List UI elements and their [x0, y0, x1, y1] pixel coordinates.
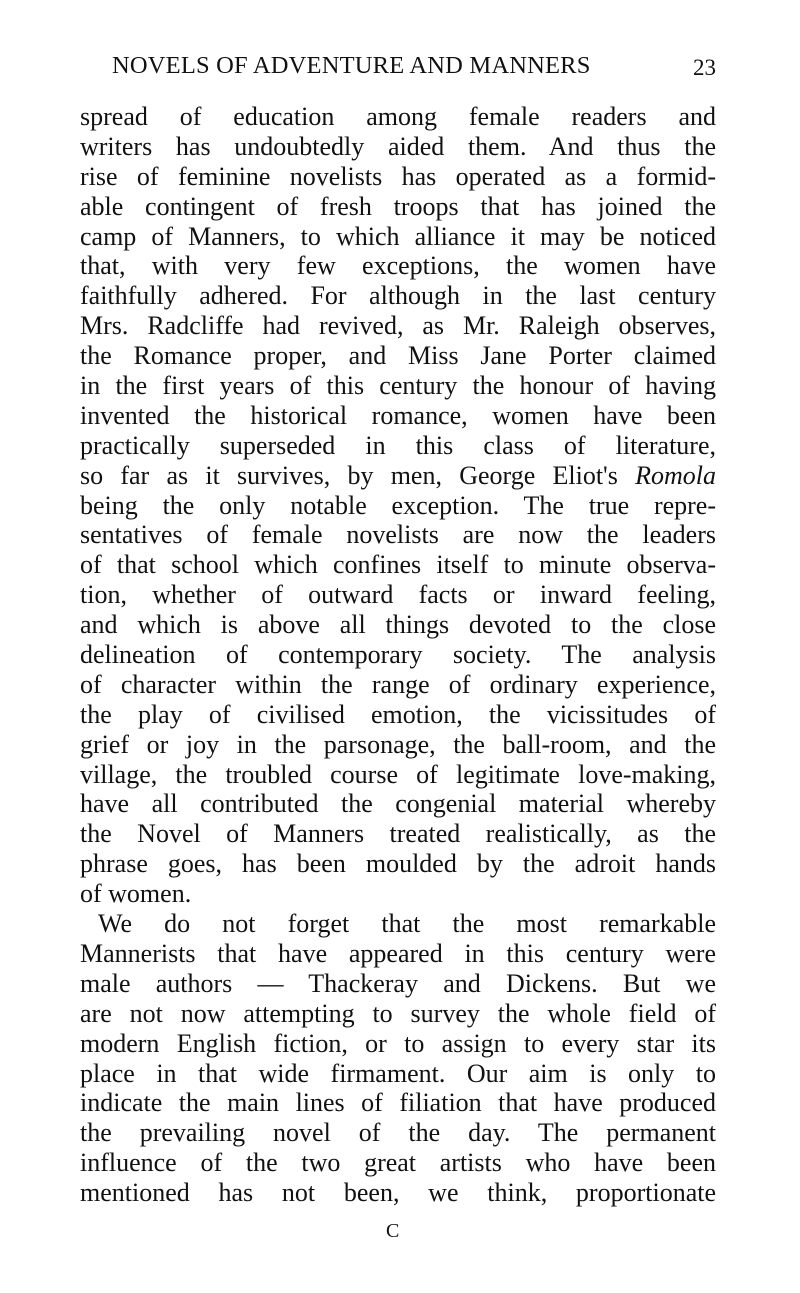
text-line: Mannerists that have appeared in this century were	[80, 938, 716, 968]
text-line: grief or joy in the parsonage, the ball-room, and the	[80, 729, 716, 759]
text-line: phrase goes, has been moulded by the adroit hands	[80, 849, 716, 879]
text-line: influence of the two great artists who have been	[80, 1148, 716, 1178]
text-line: are not now attempting to survey the whole field of	[80, 998, 716, 1028]
text-line: of that school which confines itself to minute observa-	[80, 550, 716, 580]
text-line: delineation of contemporary society. The analysis	[80, 640, 716, 670]
text-line: mentioned has not been, we think, proportionate	[80, 1178, 716, 1208]
text-line: of character within the range of ordinary experience,	[80, 669, 716, 699]
text-line: have all contributed the congenial material whereby	[80, 789, 716, 819]
text-line: invented the historical romance, women have been	[80, 400, 716, 430]
text-line: the Romance proper, and Miss Jane Porter claimed	[80, 341, 716, 371]
body-text	[80, 102, 716, 1208]
text-line: and which is above all things devoted to the close	[80, 610, 716, 640]
text-line: We do not forget that the most remarkable	[98, 909, 716, 939]
text-line	[80, 461, 716, 491]
italic-title: Romola	[635, 460, 716, 490]
text-line: able contingent of fresh troops that has joined the	[80, 191, 716, 221]
text-line: of women.	[80, 879, 192, 909]
page-number: 23	[693, 55, 716, 80]
text-line: modern English fiction, or to assign to every star its	[80, 1028, 716, 1058]
text-line: sentatives of female novelists are now the leaders	[80, 520, 716, 550]
text-line: indicate the main lines of filiation that have produced	[80, 1088, 716, 1118]
text-line: rise of feminine novelists has operated as a formid-	[80, 161, 716, 191]
paragraph	[80, 102, 716, 909]
text-line: camp of Manners, to which alliance it may be noticed	[80, 221, 716, 251]
text-line: writers has undoubtedly aided them. And thus the	[80, 131, 716, 161]
text-line: tion, whether of outward facts or inward feeling,	[80, 580, 716, 610]
text-segment: so far as it survives, by men, George Eliot's	[80, 460, 636, 490]
text-line: being the only notable exception. The true repre-	[80, 490, 716, 520]
text-line: village, the troubled course of legitimate love-making,	[80, 759, 716, 789]
running-title: NOVELS OF ADVENTURE AND MANNERS	[112, 52, 591, 79]
signature-mark: C	[386, 1220, 400, 1242]
text-line: male authors — Thackeray and Dickens. But we	[80, 968, 716, 998]
text-line: that, with very few exceptions, the women have	[80, 251, 716, 281]
text-line: practically superseded in this class of literature,	[80, 430, 716, 460]
text-line: place in that wide firmament. Our aim is only to	[80, 1058, 716, 1088]
paragraph	[80, 909, 716, 1208]
text-line: the play of civilised emotion, the vicissitudes of	[80, 699, 716, 729]
text-line: the Novel of Manners treated realistically, as the	[80, 819, 716, 849]
text-line: Mrs. Radcliffe had revived, as Mr. Raleigh observes,	[80, 311, 716, 341]
text-line: in the first years of this century the honour of having	[80, 371, 716, 401]
text-line: the prevailing novel of the day. The permanent	[80, 1118, 716, 1148]
text-line: spread of education among female readers and	[80, 102, 716, 131]
text-line: faithfully adhered. For although in the last century	[80, 281, 716, 311]
running-header	[80, 52, 716, 86]
